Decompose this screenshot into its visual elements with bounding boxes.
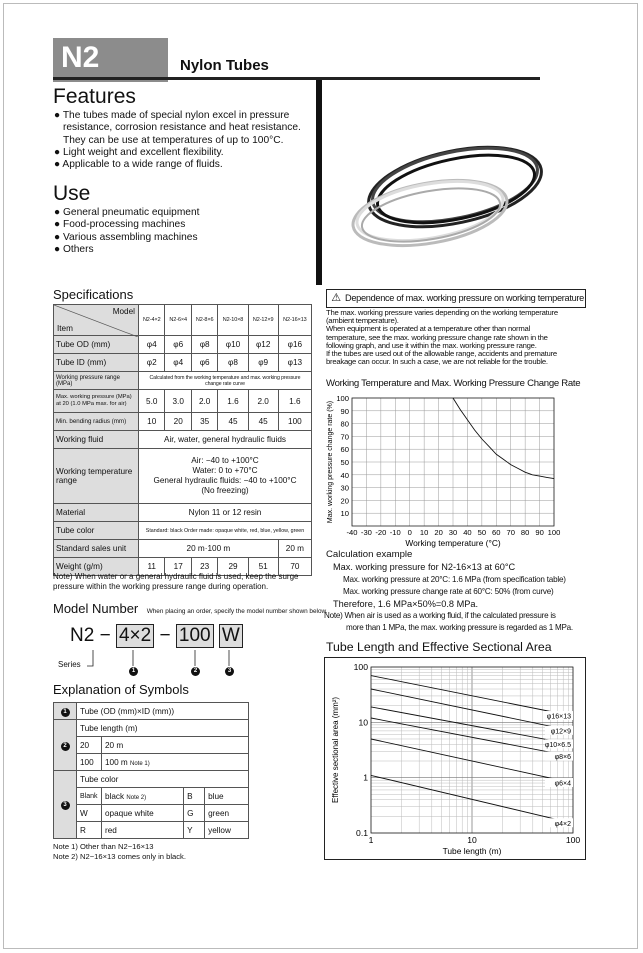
x-tick-label: 20 [434,528,443,537]
y-tick-label: 30 [340,483,349,493]
cell: 70 [278,558,311,576]
x-tick-label: 100 [547,528,561,537]
x-tick-label: 1 [368,835,374,845]
x-tick-label: -20 [375,528,387,537]
cell: Calculated from the working temperature and max. working pressure change rate curve [139,372,312,390]
model-part-length: 100 [176,624,214,648]
note: Note 2) N2−16×13 comes only in black. [53,852,186,861]
warning-icon: ⚠ [331,292,341,304]
symbol-2-marker: 2 [191,667,200,676]
model-header: N2-8×6 [191,305,217,336]
cell: blue [205,788,249,805]
symbols-table [53,702,249,839]
row-label: Material [54,504,139,522]
x-axis-label: Tube length (m) [442,846,502,856]
calc-line: Therefore, 1.6 MPa×50%=0.8 MPa. [333,599,479,609]
x-tick-label: 90 [535,528,544,537]
feature-item: ● Applicable to a wide range of fluids. [54,159,223,171]
y-tick-label: 40 [340,470,349,480]
caution-title: Dependence of max. working pressure on working temperature [345,293,584,303]
use-item: ● Various assembling machines [54,231,198,243]
x-tick-label: 40 [463,528,472,537]
cell: φ12 [248,336,278,354]
item-label: Item [57,324,73,333]
x-tick-label: -30 [360,528,372,537]
cell: 45 [218,413,248,431]
cell: 100 [77,754,102,771]
calc-line: Max. working pressure at 20°C: 1.6 MPa (from specification table) [343,575,566,584]
table-row [54,720,249,737]
product-title: Nylon Tubes [180,57,269,74]
model-label: Model [112,307,135,316]
table-row [54,449,312,504]
table-row [54,754,249,771]
cell: Tube length (m) [77,720,249,737]
model-header: N2-16×13 [278,305,311,336]
model-part-size: 4×2 [116,624,154,648]
model-number-code [70,624,243,648]
cell: Air: −40 to +100°C Water: 0 to +70°C General hydraulic fluids: −40 to +100°C (No freezing) [139,449,312,504]
spec-note: Note) When water or a general hydraulic fluid is used, keep the surge pressure within the working pressure range during operation. [53,572,299,591]
x-tick-label: -10 [389,528,401,537]
use-list [54,207,304,256]
note: Note 1) Other than N2−16×13 [53,842,154,851]
row-label: Tube color [54,522,139,540]
model-number-section [53,600,328,618]
row-label: Tube OD (mm) [54,336,139,354]
use-item: ● Food-processing machines [54,219,186,231]
cell: 17 [165,558,191,576]
series-label: φ16×13 [546,713,571,721]
cell: φ16 [278,336,311,354]
x-tick-label: 100 [565,835,581,845]
caution-box [326,289,586,308]
features-list [54,110,312,171]
series-line [453,398,554,479]
series-badge [53,38,168,82]
cell: 29 [218,558,248,576]
specifications-table [53,304,312,576]
cell: B [184,788,205,805]
use-heading: Use [53,182,91,205]
x-tick-label: -40 [346,528,358,537]
dash: − [99,625,111,646]
cell: φ13 [278,354,311,372]
y-tick-label: 60 [340,445,349,455]
cell: 20 [165,413,191,431]
table-row [54,522,312,540]
y-tick-label: 0.1 [356,828,368,838]
y-tick-label: 100 [336,394,349,403]
model-prefix: N2 [70,625,95,646]
symbol-number: 2 [54,720,77,771]
dash: − [159,625,171,646]
x-tick-label: 0 [407,528,412,537]
cell: Y [184,822,205,839]
y-axis-label: Effective sectional area (mm²) [331,696,340,804]
row-label: Working fluid [54,431,139,449]
row-label: Weight (g/m) [54,558,139,576]
cell: Blank [77,788,102,805]
calc-line: Max. working pressure for N2-16×13 at 60°C [333,562,516,572]
cell: 23 [191,558,217,576]
series-code: N2 [61,41,100,74]
cell: 51 [248,558,278,576]
row-label: Tube ID (mm) [54,354,139,372]
cell: 5.0 [139,390,165,413]
x-tick-label: 30 [448,528,458,537]
row-label: Working pressure range (MPa) [54,372,139,390]
row-label: Working temperature range [54,449,139,504]
table-row [54,305,312,336]
table-row [54,372,312,390]
cell: Standard: black Order made: opaque white, red, blue, yellow, green [139,522,312,540]
cell: 20 m [102,737,249,754]
y-axis-label: Max. working pressure change rate (%) [327,400,334,524]
cell: opaque white [102,805,184,822]
cell: 10 [139,413,165,431]
cell: 20 [77,737,102,754]
y-tick-label: 90 [340,406,349,416]
table-row [54,504,312,522]
cell: 1.6 [218,390,248,413]
x-tick-label: 10 [467,835,477,845]
y-tick-label: 100 [353,662,368,672]
series-label: φ6×4 [554,780,571,788]
cell: φ2 [139,354,165,372]
sectional-area-chart-title: Tube Length and Effective Sectional Area [326,640,552,654]
x-axis-label: Working temperature (°C) [405,538,501,548]
model-header: N2-12×9 [248,305,278,336]
model-header: N2-6×4 [165,305,191,336]
y-tick-label: 10 [358,717,368,728]
cell: 11 [139,558,165,576]
feature-item: ● The tubes made of special nylon excel in pressure resistance, corrosion resistance and heat resistance. They can be use at temperatures of up to 100°C. [54,110,301,146]
cell: Tube (OD (mm)×ID (mm)) [77,703,249,720]
cell: Air, water, general hydraulic fluids [139,431,312,449]
cell: φ8 [218,354,248,372]
x-tick-label: 80 [520,528,530,537]
cell: 45 [248,413,278,431]
table-row [54,805,249,822]
features-heading: Features [53,85,136,108]
series-label: φ4×2 [554,820,571,828]
row-label: Min. bending radius (mm) [54,413,139,431]
table-row [54,703,249,720]
model-item-header [54,305,139,336]
series-label: φ8×6 [554,754,571,762]
cell: green [205,805,249,822]
calc-heading: Calculation example [326,549,413,560]
symbol-notes [53,842,186,862]
table-row [54,413,312,431]
row-label: Max. working pressure (MPa) at 20 (1.0 MPa max. for air) [54,390,139,413]
y-tick-label: 10 [340,509,349,519]
series-label: Series [58,660,81,669]
table-row [54,390,312,413]
x-tick-label: 50 [477,528,487,537]
model-header: N2-4×2 [139,305,165,336]
table-row [54,354,312,372]
table-row [54,336,312,354]
temperature-chart-title: Working Temperature and Max. Working Pressure Change Rate [326,378,581,389]
cell: 35 [191,413,217,431]
cell: 2.0 [248,390,278,413]
cell: φ4 [165,354,191,372]
table-row [54,737,249,754]
header-rule [53,77,540,80]
cell: Tube color [77,771,249,788]
cell: 2.0 [191,390,217,413]
symbol-3-marker: 3 [225,667,234,676]
cell: 3.0 [165,390,191,413]
symbols-heading: Explanation of Symbols [53,682,189,697]
cell: Nylon 11 or 12 resin [139,504,312,522]
model-part-color: W [219,624,243,648]
specifications-heading: Specifications [53,287,134,302]
symbol-number: 3 [54,771,77,839]
cell: φ10 [218,336,248,354]
cell: 100 [278,413,311,431]
calc-note: more than 1 MPa, the max. working pressure is regarded as 1 MPa. [346,623,573,632]
series-label: φ10×6.5 [544,741,571,749]
cell: φ6 [165,336,191,354]
model-number-heading: Model Number [53,601,139,616]
table-row [54,822,249,839]
y-tick-label: 80 [340,419,349,429]
sectional-area-chart [324,657,586,860]
calc-note: Note) When air is used as a working fluid, if the calculated pressure is [324,611,556,620]
cell: R [77,822,102,839]
series-label: φ12×9 [550,728,571,736]
y-tick-label: 70 [340,432,349,442]
cell: black Note 2) [102,788,184,805]
cell: W [77,805,102,822]
x-tick-label: 10 [419,528,429,537]
table-row [54,431,312,449]
temperature-chart [322,392,572,552]
model-number-subtitle: When placing an order, specify the model number shown below. [146,608,328,615]
model-header: N2-10×8 [218,305,248,336]
caution-text: The max. working pressure varies depending on the working temperature (ambient temperature). When equipment is operated at a temperature other than normal temperature, see the max. working pressure change rate shown in the following graph, and use it within the max. working pressure range. If the tubes are used out of the allowable range, accidents and premature breakage can occur. In such a case, we are not reliable for the trouble. [326,308,558,367]
y-tick-label: 20 [340,496,349,506]
cell: φ8 [191,336,217,354]
table-row [54,540,312,558]
cell: red [102,822,184,839]
cell: 1.6 [278,390,311,413]
cell: 20 m·100 m [139,540,279,558]
vertical-rule [316,80,322,285]
feature-item: ● Light weight and excellent flexibility. [54,146,224,158]
table-row [54,788,249,805]
row-label: Standard sales unit [54,540,139,558]
cell: φ6 [191,354,217,372]
table-row [54,771,249,788]
cell: yellow [205,822,249,839]
symbol-number: 1 [54,703,77,720]
x-tick-label: 70 [506,528,515,537]
cell: G [184,805,205,822]
y-tick-label: 1 [363,772,368,783]
symbol-1-marker: 1 [129,667,138,676]
cell: 100 m Note 1) [102,754,249,771]
use-item: ● Others [54,243,94,255]
cell: 20 m [278,540,311,558]
cell: φ4 [139,336,165,354]
y-tick-label: 50 [340,458,349,467]
tube-coil-image [340,125,555,265]
calc-line: Max. working pressure change rate at 60°C: 50% (from curve) [343,587,554,596]
use-item: ● General pneumatic equipment [54,207,200,218]
x-tick-label: 60 [492,528,501,537]
cell: φ9 [248,354,278,372]
